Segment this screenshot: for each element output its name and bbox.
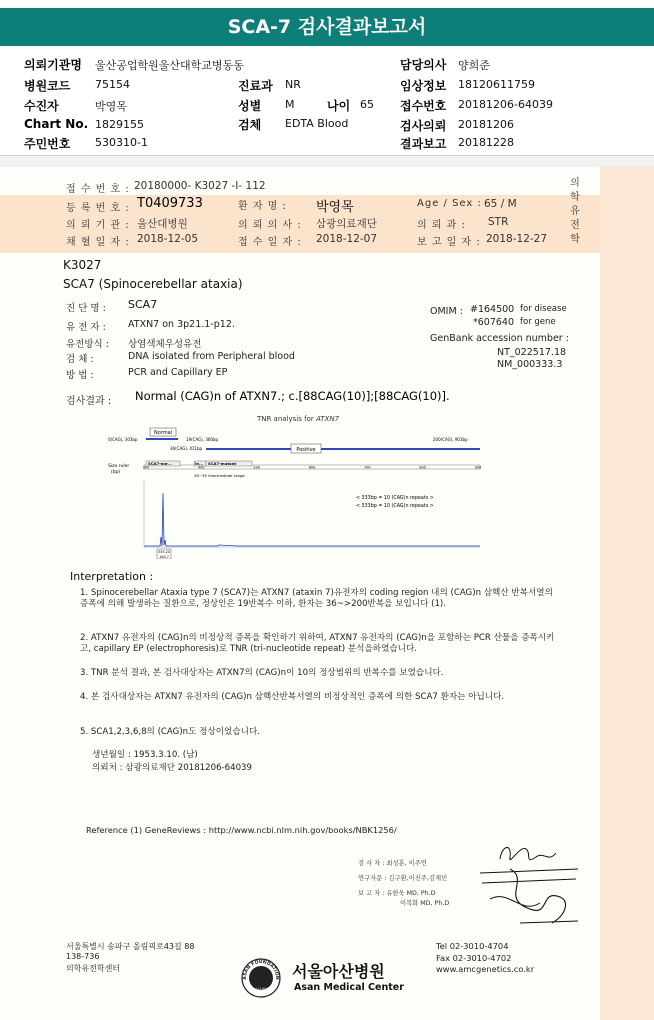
omim-disease-id: #164500 xyxy=(470,304,515,315)
test-code: K3027 xyxy=(63,258,102,272)
request-date-value: 20181206 xyxy=(458,118,514,131)
repeat-note-2: < 333bp = 10 (CAG)n repeats > xyxy=(356,504,434,509)
interp-item-4: 4. 본 검사대상자는 ATXN7 유전자의 (CAG)n 삼핵산반복서열의 비정상적인 증폭에 의한 SCA7 환자는 아닙니다. xyxy=(80,692,505,702)
department-value: NR xyxy=(285,78,301,91)
fax: Fax 02-3010-4702 xyxy=(436,953,512,963)
scan-ref-dept-value: STR xyxy=(488,216,509,228)
genbank-accession-1: NT_022517.18 xyxy=(497,347,567,358)
detail-label: 유전방식 : xyxy=(66,339,109,350)
specimen-label: 검체 xyxy=(238,118,262,132)
chart-no-label: Chart No. xyxy=(24,117,89,131)
omim-label: OMIM : xyxy=(430,306,463,317)
institution-label: 의뢰기관명 xyxy=(24,58,82,72)
vertical-char: 유 xyxy=(570,206,580,217)
referring-inst: 의뢰처 : 삼광의료재단 20181206-64039 xyxy=(92,763,252,773)
receipt-no-label: 접수번호 xyxy=(400,99,447,113)
tag-36cag: 36(CAG), 411bp xyxy=(170,446,203,451)
hospital-code-label: 병원코드 xyxy=(24,79,71,93)
genbank-label: GenBank accession number : xyxy=(430,333,569,344)
scan-patient-label: 환 자 명 : xyxy=(238,201,287,212)
receipt-no-value: 20181206-64039 xyxy=(458,98,553,111)
scan-age-sex-label: Age / Sex : xyxy=(417,198,482,209)
sex-label: 성별 xyxy=(238,99,262,113)
interp-item-5: 5. SCA1,2,3,6,8의 (CAG)n도 정상이었습니다. xyxy=(80,727,260,737)
detail-label: 검 체 : xyxy=(66,354,94,365)
ruler-tick-label: 300 xyxy=(142,465,150,470)
scanned-report xyxy=(0,167,654,1020)
signer-reporter-2: 이복화 MD, Ph.D xyxy=(400,900,450,907)
doctor-value: 양희준 xyxy=(458,59,490,72)
detail-value-method: PCR and Capillary EP xyxy=(128,367,228,378)
address-line-1: 서울특별시 송파구 올림픽로43길 88 xyxy=(66,942,195,951)
scan-inst-label: 의 뢰 기 관 : xyxy=(66,220,130,231)
peak-tag-1: 333.20 xyxy=(157,550,171,554)
website: www.amcgenetics.co.kr xyxy=(436,964,535,974)
scan-inst-value: 울산대병원 xyxy=(137,218,188,230)
result-value: Normal (CAG)n of ATXN7.; c.[88CAG(10)];[88CAG(10)]. xyxy=(135,389,450,403)
hospital-code-value: 75154 xyxy=(95,78,130,91)
omim-gene-note: for gene xyxy=(520,317,556,327)
vertical-char: 학 xyxy=(570,234,580,245)
report-title: SCA-7 검사결과보고서 xyxy=(0,8,654,46)
detail-label: 진 단 명 : xyxy=(66,303,106,314)
vertical-char: 학 xyxy=(570,192,580,203)
tnr-figure xyxy=(108,407,488,559)
tag-200cag: 200(CAG), 903bp xyxy=(433,437,468,442)
detail-value-specimen: DNA isolated from Peripheral blood xyxy=(128,351,295,362)
seg-intermediate: In... xyxy=(195,461,204,466)
scan-reg-label: 등 록 번 호 : xyxy=(66,203,130,214)
interp-item-3: 3. TNR 분석 결과, 본 검사대상자는 ATXN7의 (CAG)n이 10의 정상범위의 반복수를 보였습니다. xyxy=(80,668,444,678)
age-value: 65 xyxy=(360,98,374,111)
doctor-label: 담당의사 xyxy=(400,58,447,72)
reference: Reference (1) GeneReviews : http://www.ncbi.nlm.nih.gov/books/NBK1256/ xyxy=(86,825,397,835)
tel: Tel 02-3010-4704 xyxy=(436,941,509,951)
scan-receipt-value: 20180000- K3027 -I- 112 xyxy=(134,180,266,192)
sex-value: M xyxy=(285,98,295,111)
scan-ref-doctor-label: 의 뢰 의 사 : xyxy=(238,220,302,231)
positive-label: Positive xyxy=(296,447,316,453)
genbank-accession-2: NM_000333.3 xyxy=(497,359,563,370)
interp-item-2: 2. ATXN7 유전자의 (CAG)n의 비정상적 증폭을 확인하기 위하여, ATXN7 유전자의 (CAG)n을 포함하는 PCR 산물을 증폭시키고, capillary EP (electrophoresis)로 TNR (tri-nucleotide repeat) 분석을하였습니다. xyxy=(80,633,555,654)
clinical-info-value: 18120611759 xyxy=(458,78,535,91)
specimen-value: EDTA Blood xyxy=(285,117,349,130)
handwritten-signature xyxy=(440,839,580,929)
ruler-tick-label: 800 xyxy=(419,465,426,470)
size-ruler-label: Size ruler xyxy=(108,464,130,469)
signer-advisor: 연구자문 : 김구환,이진주,김재민 xyxy=(358,875,448,882)
intermediate-note: 28~35 intermediate range xyxy=(194,473,245,478)
scan-receipt-label: 접 수 번 호 : xyxy=(66,184,130,195)
signer-reporter: 보 고 자 : 유한욱 MD, Ph.D xyxy=(358,890,436,897)
omim-disease-note: for disease xyxy=(520,304,567,314)
detail-label: 유 전 자 : xyxy=(66,322,106,333)
svg-text:ASAN FOUNDATION: ASAN FOUNDATION xyxy=(242,959,280,980)
chart-no-value: 1829155 xyxy=(95,118,144,131)
normal-label: Normal xyxy=(153,430,173,436)
scan-age-sex-value: 65 / M xyxy=(484,198,517,210)
ruler-tick-label: 600 xyxy=(308,465,316,470)
omim-gene-id: *607640 xyxy=(473,317,515,328)
vertical-char: 전 xyxy=(570,220,580,231)
age-label: 나이 xyxy=(327,99,351,113)
vertical-dept-label xyxy=(568,177,582,247)
birth-date: 생년월일 : 1953.3.10. (남) xyxy=(92,750,198,760)
ruler-tick-label: 900 xyxy=(474,465,482,470)
scan-collect-label: 채 혈 일 자 : xyxy=(66,237,130,248)
detail-value-inheritance: 상염색체우성유전 xyxy=(128,339,202,350)
detail-value-gene: ATXN7 on 3p21.1-p12. xyxy=(128,319,235,330)
address-dept: 의학유전학센터 xyxy=(66,964,121,973)
figure-title: TNR analysis for ATXN7 xyxy=(256,415,340,423)
interp-item-1: 1. Spinocerebellar Ataxia type 7 (SCA7)는 ATXN7 (ataxin 7)유전자의 coding region 내의 (CAG)n 삼핵산 반복서열의 증폭에 의해 발생하는 질환으로, 정상인은 19반복수 이하, 환자는 36~>200반복을 보입니다 (1). xyxy=(80,588,553,609)
asan-foundation-logo-icon xyxy=(240,957,282,999)
resident-no-value: 530310-1 xyxy=(95,136,148,149)
scan-received-value: 2018-12-07 xyxy=(316,233,378,245)
size-ruler-unit: (bp) xyxy=(111,470,121,475)
result-label: 검사결과 : xyxy=(66,396,112,407)
svg-text:아산재단: 아산재단 xyxy=(253,987,269,992)
scan-reg-value: T0409733 xyxy=(137,196,203,211)
hospital-name-en: Asan Medical Center xyxy=(294,982,404,993)
seg-normal: SCA7-nor... xyxy=(148,461,172,466)
interpretation-title: Interpretation : xyxy=(70,570,154,583)
detail-value-diagnosis: SCA7 xyxy=(128,298,158,311)
institution-value: 울산공업학원울산대학교병동동 xyxy=(95,59,244,72)
signer-tester: 검 사 자 : 최성훈, 이주연 xyxy=(358,860,427,867)
scan-ref-dept-label: 의 뢰 과 : xyxy=(417,220,466,231)
detail-label: 방 법 : xyxy=(66,370,94,381)
test-name: SCA7 (Spinocerebellar ataxia) xyxy=(63,277,243,291)
hospital-name-kr: 서울아산병원 xyxy=(292,962,385,981)
peak-tag-2: 164.7 xyxy=(158,555,170,559)
address-zip: 138-736 xyxy=(66,952,100,961)
clinical-info-label: 임상정보 xyxy=(400,79,447,93)
repeat-note-1: < 333bp = 10 (CAG)n repeats > xyxy=(356,496,434,501)
report-date-value: 20181228 xyxy=(458,136,514,149)
scan-reported-label: 보 고 일 자 : xyxy=(417,237,481,248)
tag-19cag: 19(CAG), 360bp xyxy=(186,437,219,442)
header-separator xyxy=(0,155,654,167)
request-date-label: 검사의뢰 xyxy=(400,119,447,133)
department-label: 진료과 xyxy=(238,79,273,93)
scan-collect-value: 2018-12-05 xyxy=(137,233,199,245)
right-margin-highlight xyxy=(600,167,654,1020)
scan-received-label: 접 수 일 자 : xyxy=(238,237,302,248)
tag-0cag: 0(CAG), 303bp xyxy=(108,437,138,442)
seg-mutant: SCA7-mutant xyxy=(208,461,237,466)
patient-label: 수진자 xyxy=(24,99,59,113)
scan-patient-value: 박영목 xyxy=(316,200,354,215)
resident-no-label: 주민번호 xyxy=(24,137,71,151)
scan-ref-doctor-value: 삼광의료재단 xyxy=(316,218,377,230)
ruler-tick-label: 700 xyxy=(364,465,371,470)
ruler-tick-label: 400 xyxy=(198,465,205,470)
patient-value: 박영목 xyxy=(95,100,127,113)
report-date-label: 결과보고 xyxy=(400,137,447,151)
scan-reported-value: 2018-12-27 xyxy=(486,233,548,245)
vertical-char: 의 xyxy=(570,178,580,189)
ruler-tick-label: 500 xyxy=(253,465,260,470)
